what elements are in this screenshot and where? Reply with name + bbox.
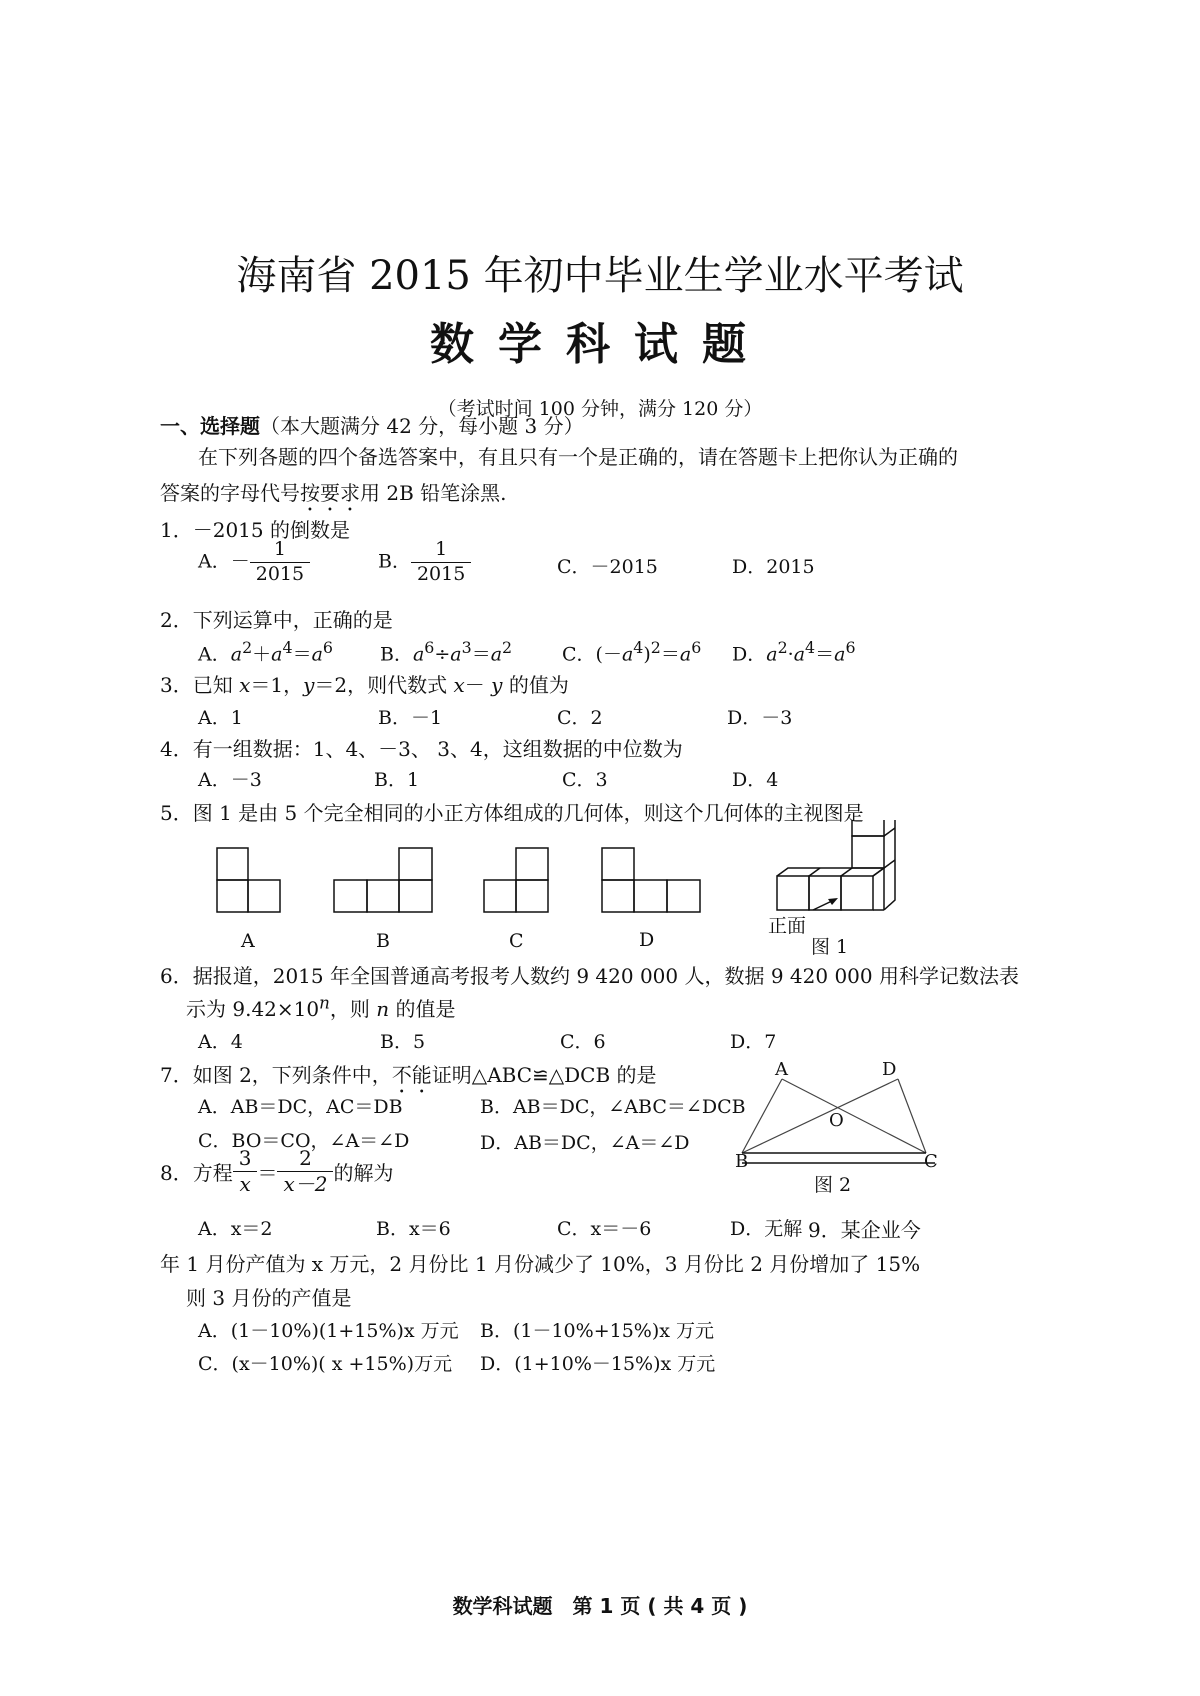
page-footer: 数学科试题 第 1 页 ( 共 4 页 )	[452, 1594, 748, 1618]
point-d-label: D	[882, 1059, 897, 1080]
q6-option-c: C．6	[560, 1031, 606, 1053]
front-label: 正面	[768, 915, 807, 937]
point-c-label: C	[924, 1151, 938, 1172]
q6-option-b: B．5	[380, 1031, 426, 1053]
q9-option-d: D．(1+10%－15%)x 万元	[480, 1353, 716, 1375]
q1-stem: 1．－2015 的倒数是	[160, 518, 350, 542]
q4-option-d: D．4	[732, 769, 779, 791]
figure-1-solid	[777, 820, 895, 910]
q9-stem-line3: 则 3 月份的产值是	[186, 1286, 352, 1310]
instructions-line2: 答案的字母代号按要求用 2B 铅笔涂黑.	[160, 481, 507, 505]
fraction: $\frac{1}{2015}$	[411, 538, 471, 587]
fraction: $\frac{1}{2015}$	[250, 538, 310, 587]
q8-option-c: C．x＝－6	[557, 1218, 652, 1240]
section-heading	[160, 410, 584, 439]
q5-label-d: D	[639, 929, 655, 951]
q4-option-c: C．3	[562, 769, 608, 791]
q8-stem: 8．方程 $\frac{3}{x}$ ＝ $\frac{2}{x-2}$ 的解为	[160, 1146, 394, 1196]
q6-option-d: D．7	[730, 1031, 777, 1053]
q4-option-a: A．－3	[198, 769, 262, 791]
q3-option-d: D．－3	[727, 707, 793, 729]
q7-stem: 7．如图 2，下列条件中，不能证明△ABC≌△DCB 的是	[160, 1063, 657, 1087]
q7-option-d: D．AB＝DC，∠A＝∠D	[480, 1132, 690, 1154]
fraction: $\frac{2}{x-2}$	[277, 1146, 333, 1197]
q5-label-a: A	[241, 930, 255, 952]
fraction: $\frac{3}{x}$	[233, 1146, 258, 1197]
q8-option-b: B．x＝6	[376, 1218, 451, 1240]
q5-label-b: B	[376, 930, 390, 952]
option-a-view	[217, 848, 280, 912]
q2-stem: 2．下列运算中，正确的是	[160, 608, 393, 632]
q9-option-a: A．(1－10%)(1+15%)x 万元	[198, 1320, 459, 1342]
instructions-line1: 在下列各题的四个备选答案中，有且只有一个是正确的，请在答题卡上把你认为正确的	[198, 445, 958, 469]
section-note: （本大题满分 42 分，每小题 3 分）	[260, 414, 584, 438]
option-b-view	[334, 848, 432, 912]
point-b-label: B	[735, 1151, 749, 1172]
subject-title: 数学科试题	[430, 319, 770, 370]
q1-option-b: B． $\frac{1}{2015}$	[378, 538, 471, 587]
q1-option-d: D．2015	[732, 556, 815, 578]
q2-option-a: A．$a^2+a^4=a^6$	[198, 638, 333, 666]
emphasis-text: 不能	[391, 1063, 432, 1087]
q2-option-c: C．$(-a^4)^2=a^6$	[562, 638, 702, 666]
q7-option-c: C．BO＝CO，∠A＝∠D	[198, 1130, 410, 1152]
q9-option-b: B．(1－10%+15%)x 万元	[480, 1320, 715, 1342]
q8-option-d: D．无解	[730, 1218, 803, 1240]
q5-label-c: C	[509, 930, 524, 952]
point-o-label: O	[829, 1110, 844, 1131]
figure-2-label: 图 2	[814, 1174, 852, 1196]
q3-option-b: B．－1	[378, 707, 443, 729]
q5-stem: 5．图 1 是由 5 个完全相同的小正方体组成的几何体，则这个几何体的主视图是	[160, 801, 864, 825]
q1-option-a: A．－ $\frac{1}{2015}$	[198, 538, 310, 587]
q9-stem-line2: 年 1 月份产值为 x 万元，2 月份比 1 月份减少了 10%，3 月份比 2 月份增加了 15%	[160, 1252, 921, 1276]
q7-option-a: A．AB＝DC，AC＝DB	[198, 1096, 403, 1118]
q9-stem-start: 9．某企业今	[808, 1218, 921, 1242]
q6-stem-line1: 6．据报道，2015 年全国普通高考报考人数约 9 420 000 人，数据 9 420 000 用科学记数法表	[160, 964, 1019, 988]
q2-option-d: D．$a^2\cdot a^4=a^6$	[732, 638, 856, 666]
q2-option-b: B．$a^6\div a^3=a^2$	[380, 638, 513, 666]
option-c-view	[484, 848, 548, 912]
q8-option-a: A．x＝2	[198, 1218, 273, 1240]
q3-stem: 3．已知 x＝1，y＝2，则代数式 x－ y 的值为	[160, 673, 569, 697]
q6-stem-line2: 示为 $9.42\times 10^n$，则 n 的值是	[186, 993, 456, 1021]
q4-stem: 4．有一组数据：1、4、－3、 3、4，这组数据的中位数为	[160, 737, 683, 761]
figure-1-label: 图 1	[811, 936, 849, 958]
exam-info: （考试时间 100 分钟，满分 120 分）	[437, 398, 763, 420]
q3-option-a: A．1	[198, 707, 243, 729]
q3-option-c: C．2	[557, 707, 603, 729]
emphasis-text: 按要求	[300, 481, 360, 505]
exam-title: 海南省 2015 年初中毕业生学业水平考试	[236, 253, 964, 299]
section-title: 一、选择题	[160, 414, 260, 438]
option-d-view	[602, 848, 700, 912]
q1-option-c: C．－2015	[557, 556, 658, 578]
q5-figures	[0, 820, 1200, 960]
q4-option-b: B．1	[374, 769, 420, 791]
q7-option-b: B．AB＝DC，∠ABC＝∠DCB	[480, 1096, 746, 1118]
q6-option-a: A．4	[198, 1031, 243, 1053]
point-a-label: A	[775, 1059, 788, 1080]
q9-option-c: C．(x－10%)( x +15%)万元	[198, 1353, 453, 1375]
